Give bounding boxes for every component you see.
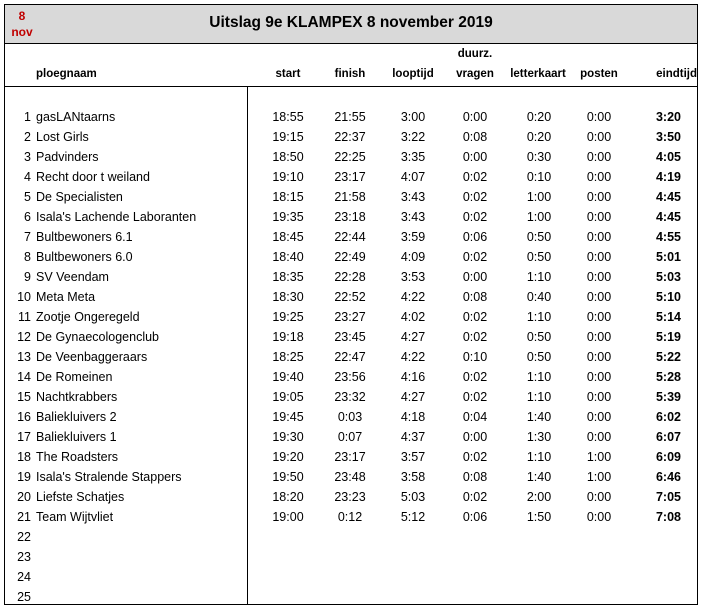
col-header-looptijd: looptijd: [392, 68, 434, 80]
eindtijd-value: 3:20: [655, 110, 681, 124]
eindtijd-value: 4:05: [655, 150, 681, 164]
finish-time: 22:47: [334, 350, 366, 364]
duurz-vragen-value: 0:04: [462, 410, 488, 424]
team-name: Bultbewoners 6.0: [36, 250, 133, 264]
posten-value: 0:00: [586, 170, 612, 184]
start-time: 19:40: [272, 370, 304, 384]
col-header-ploegnaam: ploegnaam: [36, 68, 97, 80]
col-header-posten: posten: [580, 68, 618, 80]
team-name: Liefste Schatjes: [36, 490, 125, 504]
eindtijd-value: 4:45: [655, 190, 681, 204]
team-name: Isala's Lachende Laboranten: [36, 210, 197, 224]
eindtijd-value: 5:22: [655, 350, 681, 364]
start-time: 19:50: [272, 470, 304, 484]
team-name: Lost Girls: [36, 130, 89, 144]
duurz-vragen-value: 0:06: [462, 230, 488, 244]
row-number: 10: [17, 290, 31, 304]
eindtijd-value: 3:50: [655, 130, 681, 144]
duurz-vragen-value: 0:02: [462, 310, 488, 324]
finish-time: 21:58: [334, 190, 366, 204]
row-number: 1: [24, 110, 31, 124]
page-title: Uitslag 9e KLAMPEX 8 november 2019: [209, 14, 493, 31]
letterkaart-value: 1:10: [526, 390, 552, 404]
row-number: 18: [17, 450, 31, 464]
letterkaart-value: 1:30: [526, 430, 552, 444]
looptijd-value: 3:57: [400, 450, 426, 464]
eindtijd-value: 6:09: [655, 450, 681, 464]
finish-time: 23:23: [334, 490, 366, 504]
row-number: 13: [17, 350, 31, 364]
row-number: 9: [24, 270, 31, 284]
start-time: 18:20: [272, 490, 304, 504]
col-header-vragen: vragen: [456, 68, 494, 80]
letterkaart-value: 2:00: [526, 490, 552, 504]
col-header-duurz: duurz.: [457, 48, 493, 60]
looptijd-value: 3:22: [400, 130, 426, 144]
start-time: 18:50: [272, 150, 304, 164]
duurz-vragen-value: 0:02: [462, 390, 488, 404]
eindtijd-value: 4:55: [655, 230, 681, 244]
looptijd-value: 4:02: [400, 310, 426, 324]
posten-value: 0:00: [586, 250, 612, 264]
team-name: The Roadsters: [36, 450, 118, 464]
finish-time: 22:37: [334, 130, 366, 144]
team-name: De Specialisten: [36, 190, 123, 204]
team-name: De Gynaecologenclub: [36, 330, 159, 344]
results-sheet: [4, 4, 698, 605]
letterkaart-value: 1:50: [526, 510, 552, 524]
finish-time: 22:44: [334, 230, 366, 244]
duurz-vragen-value: 0:08: [462, 470, 488, 484]
letterkaart-value: 1:40: [526, 470, 552, 484]
duurz-vragen-value: 0:02: [462, 250, 488, 264]
start-time: 18:55: [272, 110, 304, 124]
finish-time: 23:56: [334, 370, 366, 384]
start-time: 19:18: [272, 330, 304, 344]
posten-value: 1:00: [586, 450, 612, 464]
posten-value: 0:00: [586, 490, 612, 504]
row-number: 19: [17, 470, 31, 484]
start-time: 18:15: [272, 190, 304, 204]
duurz-vragen-value: 0:02: [462, 170, 488, 184]
posten-value: 0:00: [586, 390, 612, 404]
finish-time: 0:12: [337, 510, 363, 524]
finish-time: 23:45: [334, 330, 366, 344]
posten-value: 0:00: [586, 370, 612, 384]
duurz-vragen-value: 0:02: [462, 190, 488, 204]
duurz-vragen-value: 0:02: [462, 370, 488, 384]
title-bar: [5, 5, 697, 44]
row-number: 25: [17, 590, 31, 604]
looptijd-value: 5:03: [400, 490, 426, 504]
start-time: 19:05: [272, 390, 304, 404]
col-header-eindtijd: eindtijd: [656, 68, 697, 80]
row-number: 15: [17, 390, 31, 404]
finish-time: 23:48: [334, 470, 366, 484]
letterkaart-value: 0:50: [526, 230, 552, 244]
letterkaart-value: 1:40: [526, 410, 552, 424]
posten-value: 0:00: [586, 190, 612, 204]
finish-time: 22:52: [334, 290, 366, 304]
looptijd-value: 3:43: [400, 190, 426, 204]
looptijd-value: 4:27: [400, 330, 426, 344]
finish-time: 23:32: [334, 390, 366, 404]
posten-value: 0:00: [586, 430, 612, 444]
duurz-vragen-value: 0:08: [462, 290, 488, 304]
letterkaart-value: 0:10: [526, 170, 552, 184]
row-number: 2: [24, 130, 31, 144]
posten-value: 0:00: [586, 350, 612, 364]
posten-value: 0:00: [586, 510, 612, 524]
letterkaart-value: 1:10: [526, 310, 552, 324]
letterkaart-value: 1:10: [526, 270, 552, 284]
date-month: nov: [11, 25, 33, 39]
duurz-vragen-value: 0:00: [462, 270, 488, 284]
looptijd-value: 4:07: [400, 170, 426, 184]
finish-time: 23:18: [334, 210, 366, 224]
finish-time: 23:17: [334, 170, 366, 184]
row-number: 6: [24, 210, 31, 224]
looptijd-value: 4:09: [400, 250, 426, 264]
looptijd-value: 4:18: [400, 410, 426, 424]
posten-value: 0:00: [586, 330, 612, 344]
row-number: 5: [24, 190, 31, 204]
team-name: Baliekluivers 2: [36, 410, 117, 424]
looptijd-value: 3:00: [400, 110, 426, 124]
eindtijd-value: 4:45: [655, 210, 681, 224]
letterkaart-value: 0:30: [526, 150, 552, 164]
row-number: 24: [17, 570, 31, 584]
posten-value: 0:00: [586, 230, 612, 244]
letterkaart-value: 1:00: [526, 210, 552, 224]
team-name: De Romeinen: [36, 370, 113, 384]
posten-value: 0:00: [586, 310, 612, 324]
letterkaart-value: 0:40: [526, 290, 552, 304]
eindtijd-value: 7:05: [655, 490, 681, 504]
team-name: Zootje Ongeregeld: [36, 310, 140, 324]
duurz-vragen-value: 0:06: [462, 510, 488, 524]
col-header-start: start: [275, 68, 301, 80]
row-number: 12: [17, 330, 31, 344]
team-name: Baliekluivers 1: [36, 430, 117, 444]
duurz-vragen-value: 0:00: [462, 430, 488, 444]
start-time: 19:15: [272, 130, 304, 144]
duurz-vragen-value: 0:02: [462, 210, 488, 224]
row-number: 20: [17, 490, 31, 504]
name-column-divider: [247, 86, 248, 605]
posten-value: 0:00: [586, 290, 612, 304]
row-number: 3: [24, 150, 31, 164]
posten-value: 0:00: [586, 410, 612, 424]
eindtijd-value: 6:46: [655, 470, 681, 484]
eindtijd-value: 5:03: [655, 270, 681, 284]
start-time: 18:35: [272, 270, 304, 284]
row-number: 14: [17, 370, 31, 384]
row-number: 23: [17, 550, 31, 564]
team-name: Bultbewoners 6.1: [36, 230, 133, 244]
finish-time: 22:28: [334, 270, 366, 284]
letterkaart-value: 0:20: [526, 110, 552, 124]
eindtijd-value: 7:08: [655, 510, 681, 524]
letterkaart-value: 1:10: [526, 370, 552, 384]
row-number: 22: [17, 530, 31, 544]
letterkaart-value: 1:10: [526, 450, 552, 464]
team-name: gasLANtaarns: [36, 110, 116, 124]
eindtijd-value: 5:39: [655, 390, 681, 404]
start-time: 19:45: [272, 410, 304, 424]
letterkaart-value: 0:50: [526, 350, 552, 364]
duurz-vragen-value: 0:02: [462, 450, 488, 464]
row-number: 11: [18, 310, 31, 324]
team-name: Isala's Stralende Stappers: [36, 470, 182, 484]
row-number: 7: [24, 230, 31, 244]
finish-time: 22:25: [334, 150, 366, 164]
start-time: 19:25: [272, 310, 304, 324]
posten-value: 0:00: [586, 110, 612, 124]
finish-time: 21:55: [334, 110, 366, 124]
start-time: 19:00: [272, 510, 304, 524]
posten-value: 0:00: [586, 270, 612, 284]
posten-value: 0:00: [586, 210, 612, 224]
looptijd-value: 4:16: [400, 370, 426, 384]
letterkaart-value: 1:00: [526, 190, 552, 204]
looptijd-value: 3:58: [400, 470, 426, 484]
start-time: 19:30: [272, 430, 304, 444]
team-name: Nachtkrabbers: [36, 390, 118, 404]
eindtijd-value: 6:02: [655, 410, 681, 424]
col-header-letterkaart: letterkaart: [510, 68, 566, 80]
duurz-vragen-value: 0:02: [462, 490, 488, 504]
row-number: 16: [17, 410, 31, 424]
team-name: De Veenbaggeraars: [36, 350, 148, 364]
eindtijd-value: 5:01: [655, 250, 681, 264]
eindtijd-value: 5:14: [655, 310, 681, 324]
looptijd-value: 3:53: [400, 270, 426, 284]
row-number: 4: [24, 170, 31, 184]
start-time: 19:20: [272, 450, 304, 464]
looptijd-value: 4:22: [400, 350, 426, 364]
finish-time: 0:07: [337, 430, 363, 444]
posten-value: 0:00: [586, 130, 612, 144]
col-header-finish: finish: [334, 68, 366, 80]
posten-value: 0:00: [586, 150, 612, 164]
row-number: 17: [17, 430, 31, 444]
start-time: 18:45: [272, 230, 304, 244]
start-time: 18:30: [272, 290, 304, 304]
looptijd-value: 4:27: [400, 390, 426, 404]
posten-value: 1:00: [586, 470, 612, 484]
team-name: Padvinders: [36, 150, 99, 164]
duurz-vragen-value: 0:02: [462, 330, 488, 344]
row-number: 21: [17, 510, 31, 524]
looptijd-value: 5:12: [400, 510, 426, 524]
eindtijd-value: 4:19: [655, 170, 681, 184]
letterkaart-value: 0:20: [526, 130, 552, 144]
finish-time: 0:03: [337, 410, 363, 424]
looptijd-value: 4:22: [400, 290, 426, 304]
eindtijd-value: 6:07: [655, 430, 681, 444]
row-number: 8: [24, 250, 31, 264]
header-divider: [5, 86, 697, 87]
team-name: Team Wijtvliet: [36, 510, 114, 524]
eindtijd-value: 5:28: [655, 370, 681, 384]
start-time: 18:25: [272, 350, 304, 364]
start-time: 19:10: [272, 170, 304, 184]
duurz-vragen-value: 0:00: [462, 150, 488, 164]
duurz-vragen-value: 0:08: [462, 130, 488, 144]
letterkaart-value: 0:50: [526, 250, 552, 264]
finish-time: 23:17: [334, 450, 366, 464]
duurz-vragen-value: 0:10: [462, 350, 488, 364]
team-name: SV Veendam: [36, 270, 109, 284]
start-time: 18:40: [272, 250, 304, 264]
date-day: 8: [18, 9, 26, 23]
eindtijd-value: 5:19: [655, 330, 681, 344]
looptijd-value: 4:37: [400, 430, 426, 444]
eindtijd-value: 5:10: [655, 290, 681, 304]
finish-time: 23:27: [334, 310, 366, 324]
team-name: Recht door t weiland: [36, 170, 150, 184]
looptijd-value: 3:35: [400, 150, 426, 164]
looptijd-value: 3:43: [400, 210, 426, 224]
looptijd-value: 3:59: [400, 230, 426, 244]
letterkaart-value: 0:50: [526, 330, 552, 344]
duurz-vragen-value: 0:00: [462, 110, 488, 124]
finish-time: 22:49: [334, 250, 366, 264]
start-time: 19:35: [272, 210, 304, 224]
team-name: Meta Meta: [36, 290, 96, 304]
